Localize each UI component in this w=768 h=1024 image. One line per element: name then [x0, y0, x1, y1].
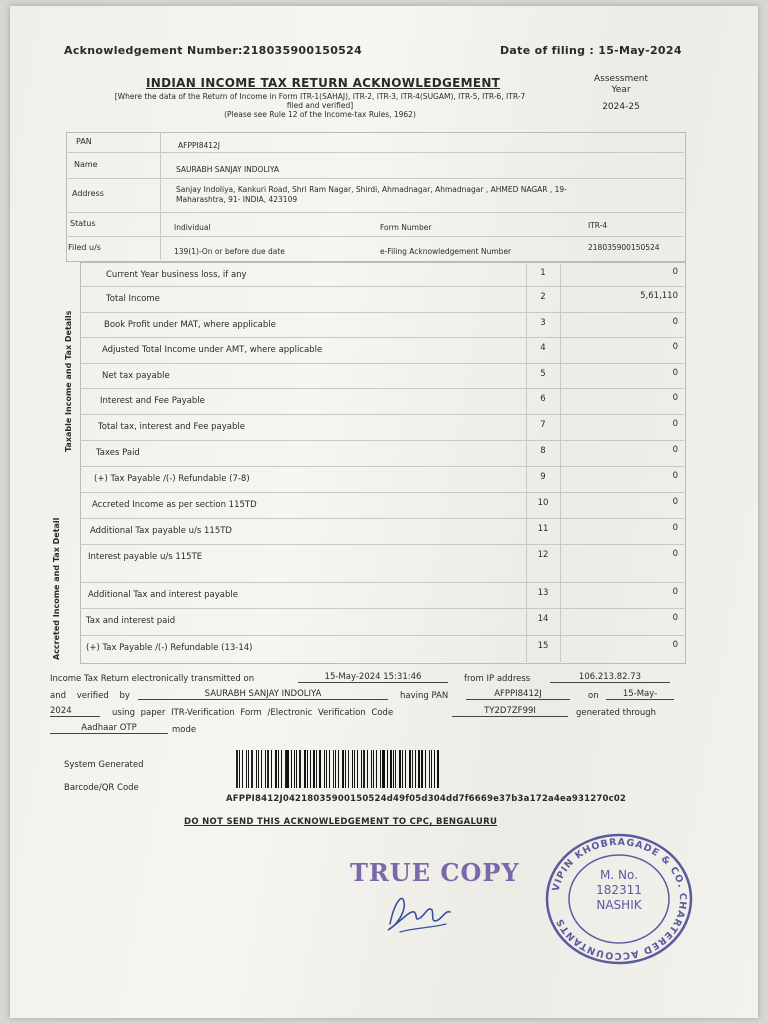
barcode-bar [390, 750, 391, 788]
barcode-bar [324, 750, 325, 788]
efiling-ack-value: 218035900150524 [588, 243, 660, 252]
barcode-bar [310, 750, 311, 788]
row-value: 0 [672, 445, 678, 455]
barcode-bar [281, 750, 282, 788]
row-value: 0 [672, 368, 678, 378]
row-label: Accreted Income as per section 115TD [92, 500, 257, 510]
row-value: 0 [672, 471, 678, 481]
row-value: 0 [672, 317, 678, 327]
barcode-bar [357, 750, 358, 788]
barcode-bar [382, 750, 384, 788]
barcode-bar [271, 750, 272, 788]
status-value: Individual [174, 223, 211, 232]
row-label: Adjusted Total Income under AMT, where applicable [102, 345, 323, 355]
address-label: Address [72, 189, 104, 198]
row-value: 0 [672, 640, 678, 650]
barcode-image [236, 750, 440, 788]
barcode-bar [242, 750, 243, 788]
details-row-line [66, 212, 684, 213]
barcode-text: AFPPI8412J04218035900150524d49f05d304dd7f6669e37b3a172a4ea931270c02 [226, 794, 627, 804]
seal-city: NASHIK [596, 898, 642, 912]
barcode-bar [361, 750, 362, 788]
row-number: 7 [540, 420, 546, 430]
row-divider [80, 414, 684, 415]
barcode-bar [429, 750, 430, 788]
barcode-bar [393, 750, 394, 788]
barcode-bar [251, 750, 253, 788]
document-title: INDIAN INCOME TAX RETURN ACKNOWLEDGEMENT [146, 76, 501, 90]
row-label: Book Profit under MAT, where applicable [104, 320, 276, 330]
barcode-bar [248, 750, 249, 788]
row-label: Total Income [106, 294, 160, 304]
details-row-line [66, 178, 684, 179]
row-divider [80, 466, 684, 467]
row-label: Net tax payable [102, 371, 170, 381]
row-number: 13 [537, 588, 549, 598]
row-value: 0 [672, 523, 678, 533]
filed-us-label: Filed u/s [68, 243, 101, 252]
cpc-notice: DO NOT SEND THIS ACKNOWLEDGEMENT TO CPC, BENGALURU [184, 817, 498, 827]
details-row-line [66, 152, 684, 153]
barcode-bar [291, 750, 292, 788]
barcode-bar [418, 750, 419, 788]
row-number: 15 [537, 641, 549, 651]
table-col-divider [560, 262, 561, 662]
row-value: 0 [672, 393, 678, 403]
pan-label: PAN [76, 137, 92, 146]
barcode-bar [258, 750, 259, 788]
signature-icon [380, 884, 460, 936]
barcode-bar [316, 750, 317, 788]
subtitle-line-3: (Please see Rule 12 of the Income-tax Rules, 1962) [224, 110, 416, 119]
row-value: 0 [672, 587, 678, 597]
barcode-bar [299, 750, 300, 788]
row-divider [80, 544, 684, 545]
row-number: 12 [537, 550, 549, 560]
row-label: Total tax, interest and Fee payable [98, 422, 245, 432]
verification-date-part1: 15-May- [606, 689, 674, 700]
verif-text-6: using paper ITR-Verification Form /Electronic Verification Code [112, 708, 394, 718]
transmitted-on: 15-May-2024 15:31:46 [298, 672, 448, 683]
barcode-bar [265, 750, 266, 788]
row-value: 0 [672, 549, 678, 559]
barcode-bar [278, 750, 279, 788]
barcode-bar [402, 750, 403, 788]
row-divider [80, 440, 684, 441]
row-divider [80, 286, 684, 287]
row-number: 11 [537, 524, 549, 534]
document-subtitle [70, 92, 570, 119]
barcode-bar [380, 750, 381, 788]
seal-number: 182311 [596, 883, 642, 897]
barcode-bar [296, 750, 297, 788]
barcode-bar [261, 750, 262, 788]
row-divider [80, 337, 684, 338]
barcode-bar [348, 750, 349, 788]
row-label: Tax and interest paid [86, 616, 176, 626]
row-number: 4 [540, 343, 546, 353]
barcode-bar [345, 750, 346, 788]
verification-mode: Aadhaar OTP [50, 723, 168, 734]
seal-center-text [544, 868, 694, 913]
barcode-bar [333, 750, 334, 788]
pan-value: AFPPI8412J [178, 141, 221, 150]
row-value: 0 [672, 613, 678, 623]
row-divider [80, 363, 684, 364]
row-number: 1 [540, 268, 546, 278]
section-divider [80, 492, 684, 493]
row-label: Interest payable u/s 115TE [88, 552, 203, 562]
name-value: SAURABH SANJAY INDOLIYA [176, 165, 279, 174]
barcode-bar [275, 750, 276, 788]
row-number: 14 [537, 614, 549, 624]
barcode-bar [352, 750, 353, 788]
status-label: Status [70, 219, 96, 228]
table-col-divider [526, 262, 527, 662]
address-value [176, 185, 666, 205]
true-copy-stamp: TRUE COPY [350, 858, 520, 887]
verification-date-part2: 2024 [50, 706, 100, 717]
barcode-bar [236, 750, 238, 788]
barcode-bar [437, 750, 438, 788]
row-value: 5,61,110 [640, 291, 678, 301]
barcode-bar [354, 750, 355, 788]
row-number: 8 [540, 446, 546, 456]
row-number: 9 [540, 472, 546, 482]
row-number: 3 [540, 318, 546, 328]
row-number: 6 [540, 394, 546, 404]
barcode-bar [239, 750, 240, 788]
row-label: Additional Tax payable u/s 115TD [90, 526, 232, 536]
barcode-bar [304, 750, 306, 788]
evc-code: TY2D7ZF99I [452, 706, 568, 717]
barcode-bar [376, 750, 377, 788]
subtitle-line-1: [Where the data of the Return of Income in Form ITR-1(SAHAJ), ITR-2, ITR-3, ITR-4(SUGAM), ITR-5, ITR-6, ITR-7 [114, 92, 526, 101]
accreted-side-label: Accreted Income and Tax Detail [52, 517, 61, 660]
row-number: 10 [537, 498, 549, 508]
barcode-bar [256, 750, 257, 788]
verif-text-5: on [588, 691, 599, 701]
barcode-bar [329, 750, 330, 788]
svg-text:VIPIN KHOBRAGADE & CO. CHARTER: VIPIN KHOBRAGADE & CO. CHARTERED ACCOUNTANTS [550, 836, 689, 962]
address-line-2: Maharashtra, 91- INDIA, 423109 [176, 195, 298, 204]
acknowledgement-number: Acknowledgement Number:218035900150524 [64, 44, 363, 57]
barcode-bar [415, 750, 416, 788]
verif-text-7: generated through [576, 708, 657, 718]
row-value: 0 [672, 419, 678, 429]
row-label: Current Year business loss, if any [106, 270, 247, 280]
barcode-bar [342, 750, 344, 788]
row-value: 0 [672, 342, 678, 352]
barcode-bar [399, 750, 401, 788]
row-divider [80, 388, 684, 389]
row-divider [80, 518, 684, 519]
row-label: Additional Tax and interest payable [88, 590, 238, 600]
barcode-bar [371, 750, 372, 788]
row-divider [80, 608, 684, 609]
subtitle-line-2: filed and verified] [286, 101, 354, 110]
row-label: Interest and Fee Payable [100, 396, 205, 406]
barcode-bar [431, 750, 432, 788]
barcode-bar [373, 750, 374, 788]
verif-text-1: Income Tax Return electronically transmitted on [50, 674, 255, 684]
seal-m-no: M. No. [600, 868, 638, 882]
row-label: (+) Tax Payable /(-) Refundable (13-14) [86, 643, 253, 653]
barcode-bar [319, 750, 321, 788]
barcode-bar [246, 750, 247, 788]
row-number: 2 [540, 292, 546, 302]
verif-text-8: mode [172, 725, 197, 735]
barcode-bar [421, 750, 423, 788]
barcode-bar [363, 750, 365, 788]
verif-text-3: and verified by [50, 691, 130, 701]
barcode-bar [307, 750, 308, 788]
verification-pan: AFPPI8412J [466, 689, 570, 700]
details-row-line [66, 236, 684, 237]
row-value: 0 [672, 267, 678, 277]
row-value: 0 [672, 497, 678, 507]
barcode-bar [267, 750, 269, 788]
barcode-bar [409, 750, 410, 788]
row-label: Taxes Paid [96, 448, 140, 458]
barcode-label-2: Barcode/QR Code [64, 783, 139, 793]
verified-by: SAURABH SANJAY INDOLIYA [138, 689, 388, 700]
row-divider [80, 312, 684, 313]
verif-text-4: having PAN [400, 691, 449, 701]
assessment-year-label: Assessment Year [594, 74, 648, 95]
barcode-bar [395, 750, 396, 788]
form-number-value: ITR-4 [588, 221, 608, 230]
barcode-bar [335, 750, 336, 788]
barcode-bar [367, 750, 368, 788]
barcode-bar [425, 750, 426, 788]
barcode-bar [405, 750, 406, 788]
date-of-filing: Date of filing : 15-May-2024 [500, 44, 682, 57]
barcode-bar [326, 750, 327, 788]
form-number-label: Form Number [380, 223, 432, 232]
barcode-bar [434, 750, 435, 788]
row-divider [80, 635, 684, 636]
barcode-label-1: System Generated [64, 760, 144, 770]
row-divider [80, 582, 684, 583]
barcode-bar [294, 750, 295, 788]
address-line-1: Sanjay Indoliya, Kankuri Road, Shri Ram Nagar, Shirdi, Ahmadnagar, Ahmadnagar , AHMED NAGAR , 19- [176, 185, 567, 194]
barcode-bar [286, 750, 288, 788]
barcode-bar [338, 750, 339, 788]
name-label: Name [74, 160, 98, 169]
filed-us-value: 139(1)-On or before due date [174, 247, 285, 256]
barcode-bar [313, 750, 314, 788]
row-number: 5 [540, 369, 546, 379]
ca-seal-stamp [544, 832, 694, 966]
row-label: (+) Tax Payable /(-) Refundable (7-8) [94, 474, 250, 484]
ip-address: 106.213.82.73 [550, 672, 670, 683]
verif-text-2: from IP address [464, 674, 531, 684]
assessment-year-value: 2024-25 [602, 102, 640, 112]
efiling-ack-label: e-Filing Acknowledgement Number [380, 247, 512, 256]
barcode-bar [412, 750, 413, 788]
barcode-bar [387, 750, 388, 788]
taxable-side-label: Taxable Income and Tax Details [64, 310, 73, 452]
barcode-bar [285, 750, 286, 788]
